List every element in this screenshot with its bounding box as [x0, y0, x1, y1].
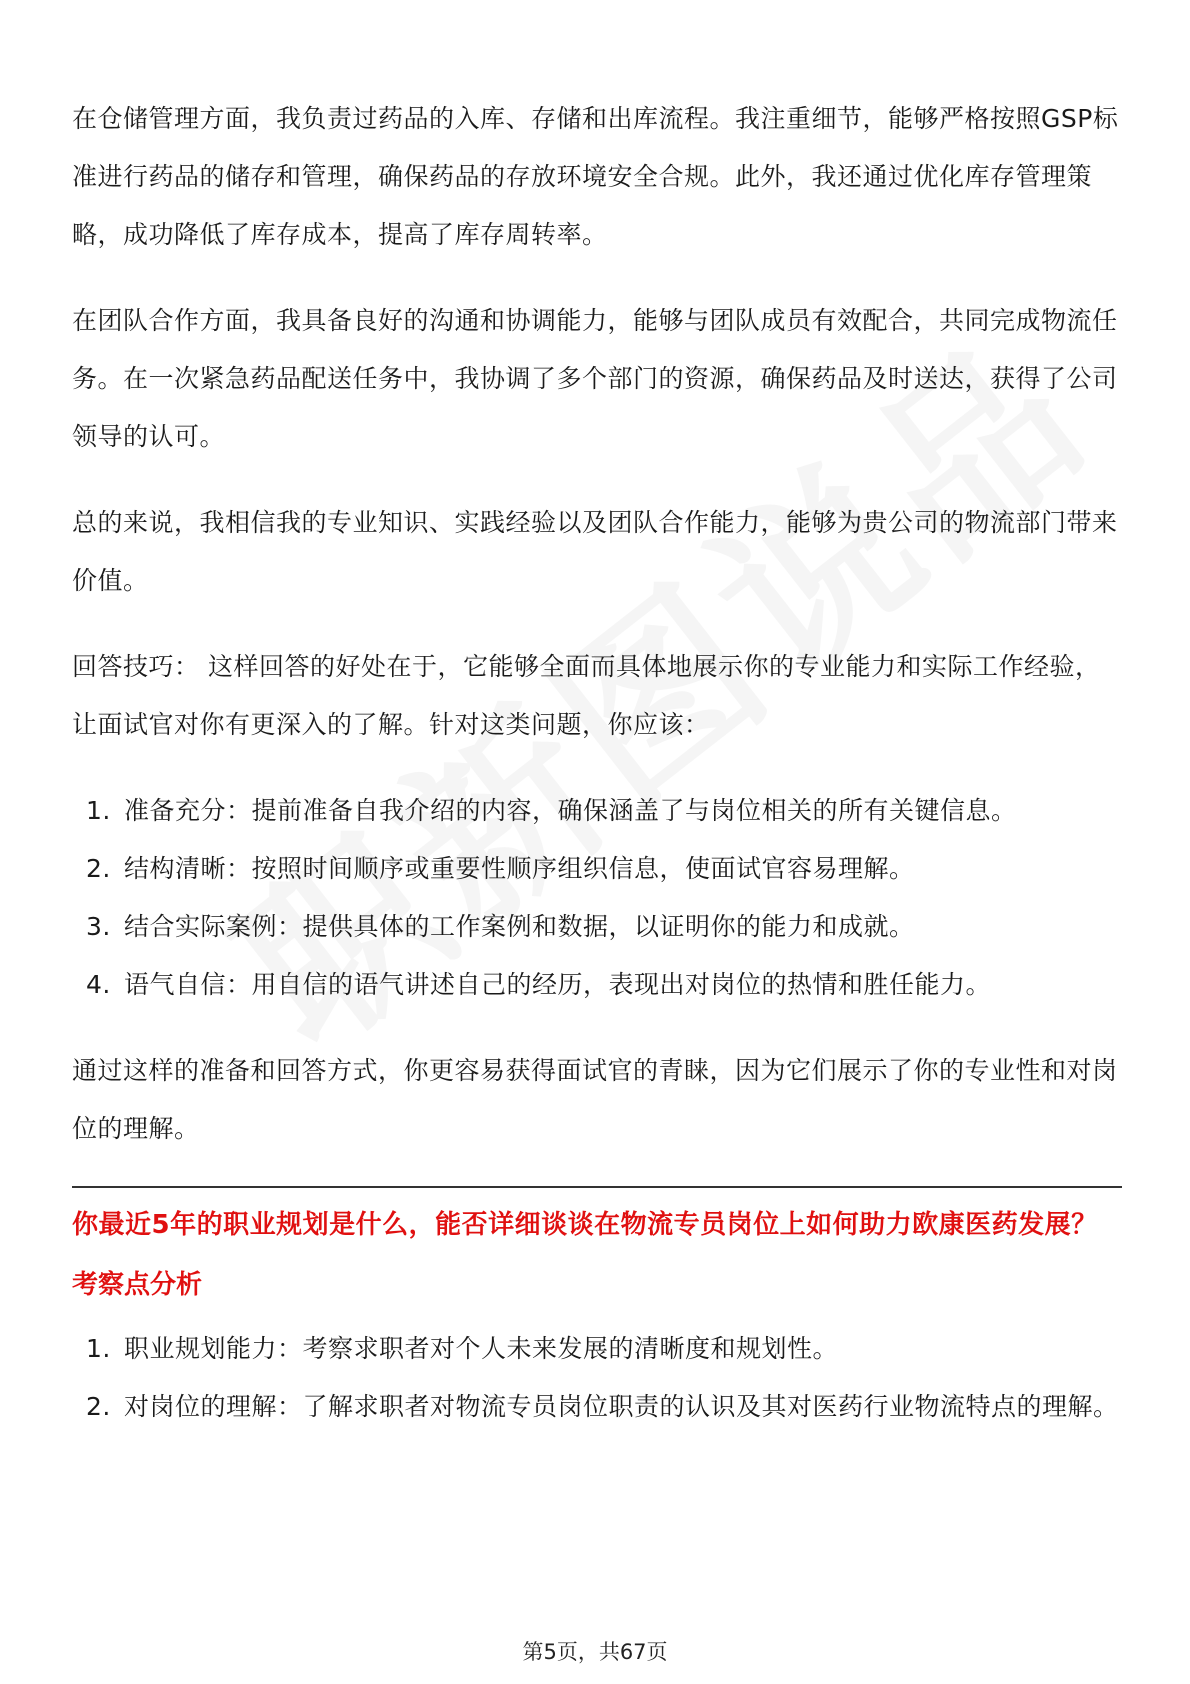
analysis-heading: 考察点分析: [72, 1270, 203, 1300]
analysis-list: [72, 1320, 1122, 1436]
list-number: 2.: [86, 1392, 111, 1421]
section-divider: [72, 1186, 1122, 1188]
tips-list: [72, 782, 1122, 1014]
page-footer: 第5页，共67页: [522, 1640, 668, 1664]
page-content: [72, 90, 1122, 1464]
list-item-text: 对岗位的理解：了解求职者对物流专员岗位职责的认识及其对医药行业物流特点的理解。: [124, 1392, 1119, 1421]
list-item: [72, 956, 1122, 1014]
paragraph-summary: 总的来说，我相信我的专业知识、实践经验以及团队合作能力，能够为贵公司的物流部门带来价值。: [72, 508, 1118, 595]
list-item-text: 职业规划能力：考察求职者对个人未来发展的清晰度和规划性。: [124, 1334, 839, 1363]
list-number: 3.: [86, 912, 111, 941]
list-number: 1.: [86, 1334, 111, 1363]
list-item: [72, 782, 1122, 840]
list-item: [72, 1378, 1122, 1436]
paragraph-answer-tips: 回答技巧： 这样回答的好处在于，它能够全面而具体地展示你的专业能力和实际工作经验，让面试官对你有更深入的了解。针对这类问题，你应该：: [72, 652, 1101, 739]
list-item: [72, 840, 1122, 898]
paragraph-warehouse: 在仓储管理方面，我负责过药品的入库、存储和出库流程。我注重细节，能够严格按照GSP标准进行药品的储存和管理，确保药品的存放环境安全合规。此外，我还通过优化库存管理策略，成功降低了库存成本，提高了库存周转率。: [72, 104, 1119, 249]
list-number: 1.: [86, 796, 111, 825]
paragraph-closing: 通过这样的准备和回答方式，你更容易获得面试官的青睐，因为它们展示了你的专业性和对岗位的理解。: [72, 1056, 1118, 1143]
list-item-text: 结构清晰：按照时间顺序或重要性顺序组织信息，使面试官容易理解。: [124, 854, 915, 883]
list-item: [72, 1320, 1122, 1378]
list-number: 2.: [86, 854, 111, 883]
list-item: [72, 898, 1122, 956]
list-item-text: 结合实际案例：提供具体的工作案例和数据，以证明你的能力和成就。: [124, 912, 915, 941]
paragraph-teamwork: 在团队合作方面，我具备良好的沟通和协调能力，能够与团队成员有效配合，共同完成物流任务。在一次紧急药品配送任务中，我协调了多个部门的资源，确保药品及时送达，获得了公司领导的认可。: [72, 306, 1118, 451]
list-item-text: 准备充分：提前准备自我介绍的内容，确保涵盖了与岗位相关的所有关键信息。: [124, 796, 1017, 825]
question-heading: 你最近5年的职业规划是什么，能否详细谈谈在物流专员岗位上如何助力欧康医药发展？: [72, 1210, 1098, 1240]
list-number: 4.: [86, 970, 111, 999]
list-item-text: 语气自信：用自信的语气讲述自己的经历，表现出对岗位的热情和胜任能力。: [124, 970, 992, 999]
